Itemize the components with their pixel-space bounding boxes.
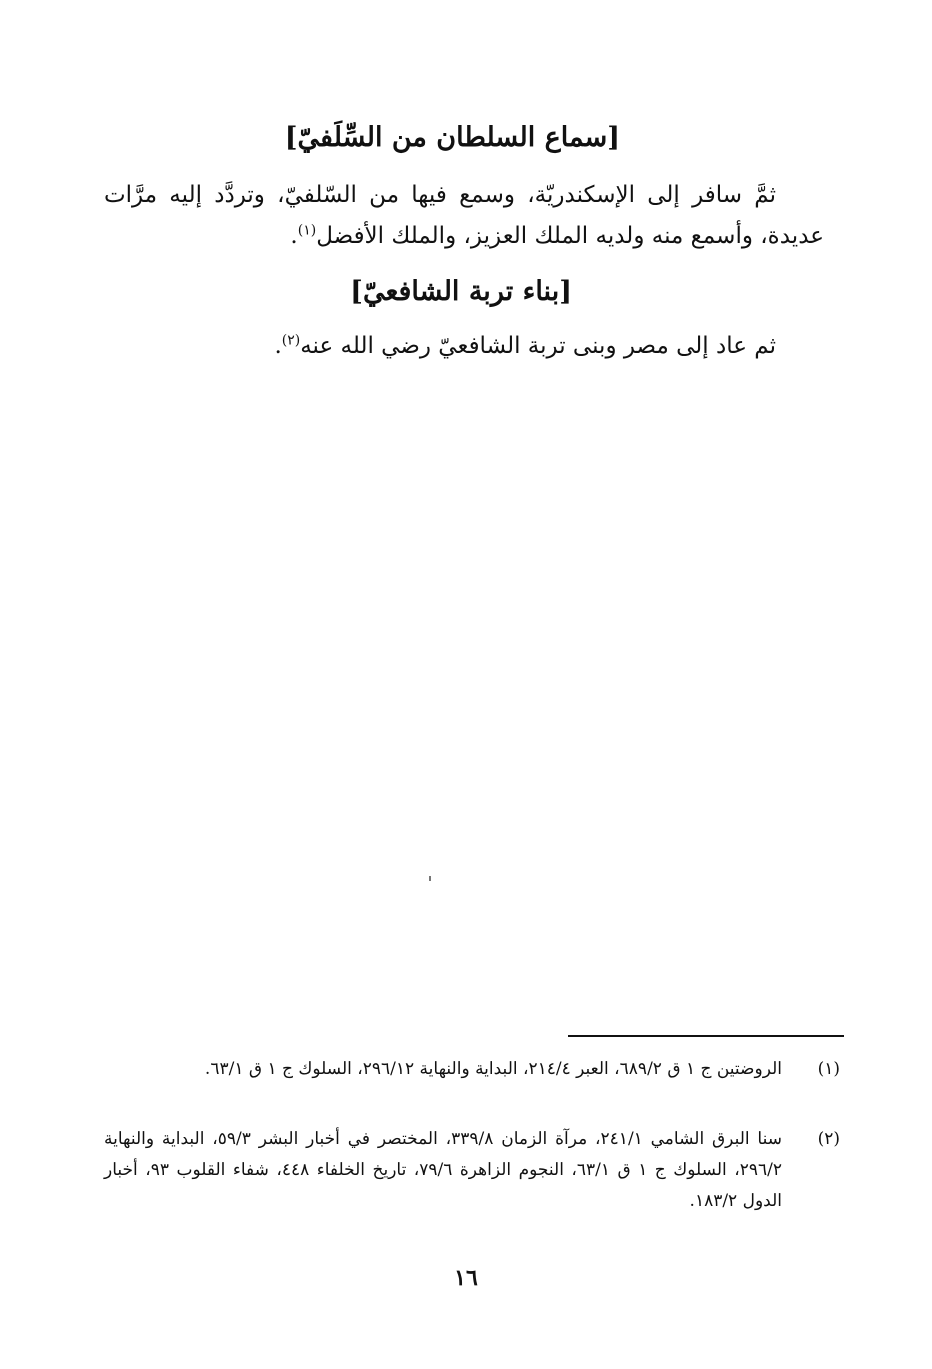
scan-speck <box>429 876 431 881</box>
section-heading-shafii-tomb: [بناء تربة الشافعيّ] <box>350 276 572 307</box>
paragraph-travel-alexandria <box>104 175 824 257</box>
section-heading-scholar-audition: [سماع السلطان من السِّلَفيّ] <box>284 122 620 153</box>
footnote-2 <box>104 1124 840 1217</box>
page-number: ١٦ <box>454 1265 478 1291</box>
footnote-ref-1[interactable]: (١) <box>297 222 317 239</box>
footnote-number: (٢) <box>817 1129 840 1149</box>
paragraph-end: . <box>290 223 298 249</box>
paragraph-text: ثم عاد إلى مصر وبنى تربة الشافعيّ رضي الله عنه <box>300 333 776 359</box>
footnote-separator <box>568 1035 844 1037</box>
footnote-number: (١) <box>817 1059 840 1079</box>
footnote-1 <box>104 1054 840 1085</box>
paragraph-end: . <box>274 333 282 359</box>
paragraph-return-egypt <box>250 326 776 367</box>
footnote-ref-2[interactable]: (٢) <box>281 332 301 349</box>
paragraph-text: ثمَّ سافر إلى الإسكندريّة، وسمع فيها من السّلفيّ، وتردَّد إليه مرَّات عديدة، وأسمع منه ولديه الملك العزيز، والملك الأفضل <box>104 182 824 249</box>
footnote-text: الروضتين ج ١ ق ٦٨٩/٢، العبر ٢١٤/٤، البداية والنهاية ٢٩٦/١٢، السلوك ج ١ ق ٦٣/١. <box>204 1059 782 1079</box>
footnote-text: سنا البرق الشامي ٢٤١/١، مرآة الزمان ٣٣٩/٨، المختصر في أخبار البشر ٥٩/٣، البداية والنهاية ٢٩٦/٢، السلوك ج ١ ق ٦٣/١، النجوم الزاهرة ٧٩/٦، تاريخ الخلفاء ٤٤٨، شفاء القلوب ٩٣، أخبار الدول ١٨٣/٢. <box>104 1129 782 1211</box>
